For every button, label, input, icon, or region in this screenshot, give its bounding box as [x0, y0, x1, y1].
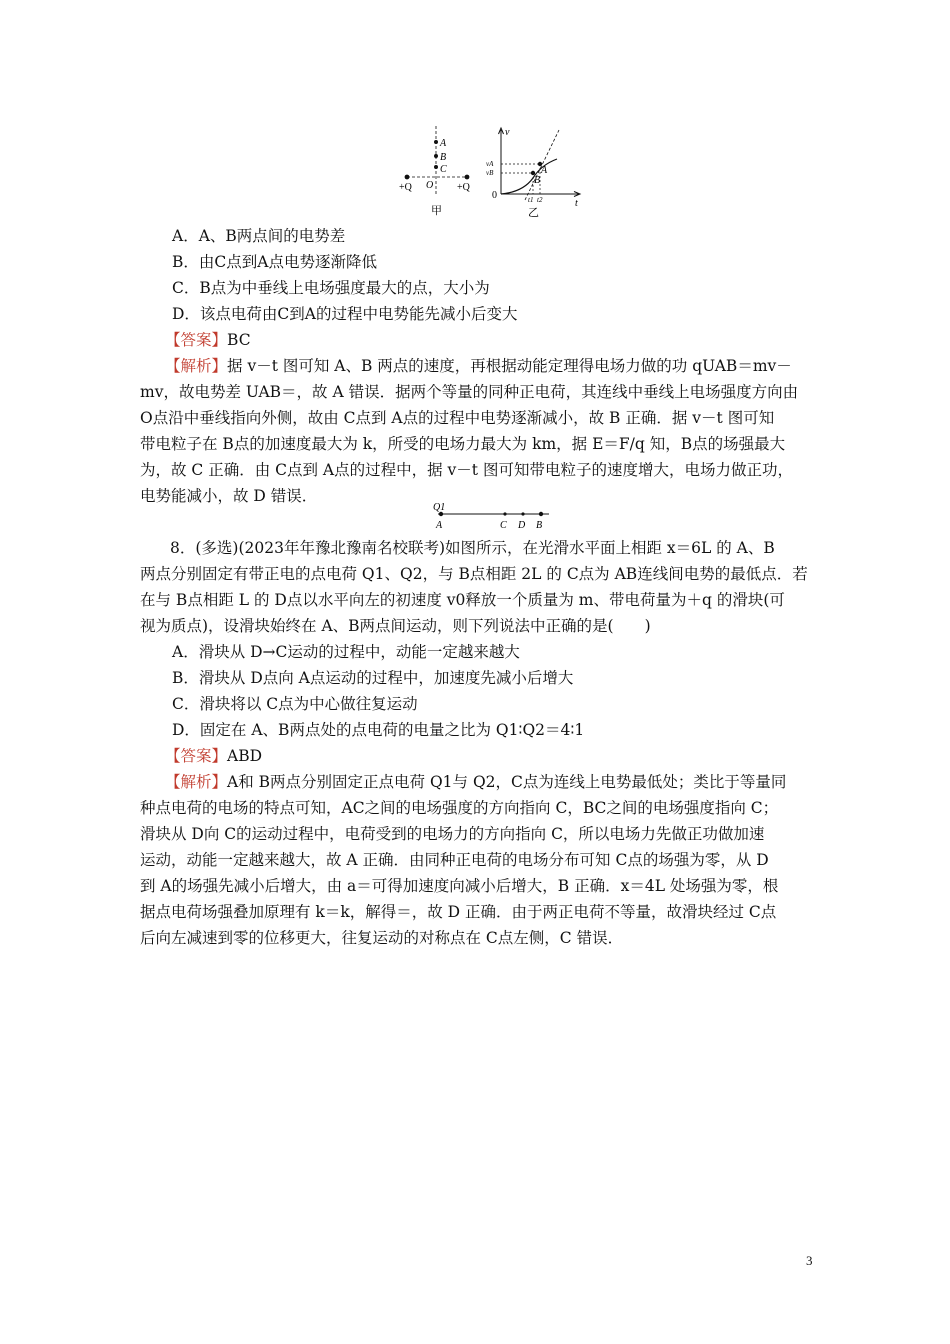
q7-option-b: B．由C点到A点电势逐渐降低: [172, 253, 377, 271]
fig3-c: C: [500, 520, 507, 531]
q7-analysis-line-1: [165, 353, 792, 379]
fig1-point-a: A: [440, 138, 447, 149]
fig3-d: D: [518, 520, 526, 531]
q7-option-c: C．B点为中垂线上电场强度最大的点，大小为: [172, 279, 490, 297]
q7-answer-tag: 【答案】: [165, 331, 228, 349]
q8-stem-line-2: 两点分别固定有带正电的点电荷 Q1、Q2，与 B点相距 2L 的 C点为 AB连线间电势的最低点．若: [140, 565, 808, 583]
q8-answer-value: ABD: [227, 747, 263, 765]
q8-option-c: C．滑块将以 C点为中心做往复运动: [172, 695, 418, 713]
fig2-t2: t2: [537, 196, 543, 204]
q7-analysis-line-4: 带电粒子在 B点的加速度最大为 k，所受的电场力最大为 km，据 E＝F/q 知，B点的场强最大: [140, 435, 786, 453]
q7-answer-value: BC: [227, 331, 251, 349]
q8-analysis-text-1: A和 B两点分别固定正点电荷 Q1与 Q2，C点为连线上电势最低处；类比于等量同: [227, 773, 787, 791]
fig2-va: vA: [486, 160, 494, 168]
q7-analysis-line-2: mv，故电势差 UAB＝，故 A 错误．据两个等量的同种正电荷，其连线中垂线上电场强度方向由: [140, 383, 799, 401]
q8-analysis-line-7: 后向左减速到零的位移更大，往复运动的对称点在 C点左侧，C 错误．: [140, 929, 624, 947]
fig2-t1: t1: [528, 196, 534, 204]
fig2-point-a: A: [541, 165, 548, 176]
q8-analysis-line-6: 据点电荷场强叠加原理有 k＝k，解得＝，故 D 正确．由于两正电荷不等量，故滑块经过 C点: [140, 903, 777, 921]
fig1-charge-right: +Q: [457, 182, 470, 193]
q7-analysis-line-3: O点沿中垂线指向外侧，故由 C点到 A点的过程中电势逐渐减小，故 B 正确．据 v－t 图可知: [140, 409, 775, 427]
q7-analysis-tag: 【解析】: [165, 357, 228, 375]
q8-stem-line-4: 视为质点)，设滑块始终在 A、B两点间运动，则下列说法中正确的是( ): [140, 617, 651, 635]
q8-answer-tag: 【答案】: [165, 747, 228, 765]
fig2-origin: 0: [492, 190, 497, 201]
q8-analysis-line-5: 到 A的场强先减小后增大，由 a＝可得加速度向减小后增大，B 正确．x＝4L 处场强为零，根: [140, 877, 779, 895]
q8-answer: [165, 743, 262, 769]
q8-stem-line-3: 在与 B点相距 L 的 D点以水平向左的初速度 v0释放一个质量为 m、带电荷量为＋q 的滑块(可: [140, 591, 785, 609]
q7-answer: [165, 327, 251, 353]
fig3-b: B: [536, 520, 543, 531]
fig1-point-b: B: [440, 152, 447, 163]
q7-analysis-text-1: 据 v－t 图可知 A、B 两点的速度，再根据动能定理得电场力做的功 qUAB＝mv－: [227, 357, 792, 375]
q8-analysis-line-1: [165, 769, 786, 795]
figure-jia: [395, 122, 480, 220]
fig2-caption: 乙: [528, 207, 539, 219]
figure-line-acdb: [425, 500, 555, 532]
fig2-vb: vB: [486, 169, 494, 177]
fig2-point-b: B: [534, 175, 541, 186]
q7-option-a: A．A、B两点间的电势差: [172, 227, 346, 245]
figure-yi: [483, 122, 588, 222]
q8-analysis-line-2: 种点电荷的电场的特点可知，AC之间的电场强度的方向指向 C，BC之间的电场强度指向 C；: [140, 799, 779, 817]
fig1-caption: 甲: [431, 205, 442, 217]
fig1-point-c: C: [440, 164, 447, 175]
q8-analysis-line-3: 滑块从 D向 C的运动过程中，电荷受到的电场力的方向指向 C，所以电场力先做正功做加速: [140, 825, 765, 843]
fig3-q1: Q1: [433, 502, 446, 513]
page-number: 3: [806, 1253, 813, 1268]
q8-stem-line-1: 8．(多选)(2023年年豫北豫南名校联考)如图所示，在光滑水平面上相距 x＝6L 的 A、B: [170, 539, 775, 557]
q7-analysis-line-6: 电势能减小，故 D 错误．: [140, 487, 318, 505]
q8-option-a: A．滑块从 D→C运动的过程中，动能一定越来越大: [172, 643, 520, 661]
q8-analysis-tag: 【解析】: [165, 773, 228, 791]
fig2-axis-t: t: [575, 198, 578, 209]
q8-analysis-line-4: 运动，动能一定越来越大，故 A 正确．由同种正电荷的电场分布可知 C点的场强为零，从 D: [140, 851, 769, 869]
fig1-charge-left: +Q: [399, 182, 412, 193]
fig3-a: A: [436, 520, 443, 531]
q7-option-d: D．该点电荷由C到A的过程中电势能先减小后变大: [172, 305, 518, 323]
q8-option-b: B．滑块从 D点向 A点运动的过程中，加速度先减小后增大: [172, 669, 574, 687]
q8-option-d: D．固定在 A、B两点处的点电荷的电量之比为 Q1∶Q2＝4∶1: [172, 721, 585, 739]
fig2-axis-v: v: [505, 127, 510, 138]
fig1-point-o: O: [426, 180, 434, 191]
q7-analysis-line-5: 为，故 C 正确．由 C点到 A点的过程中，据 v－t 图可知带电粒子的速度增大，电场力做正功，: [140, 461, 793, 479]
